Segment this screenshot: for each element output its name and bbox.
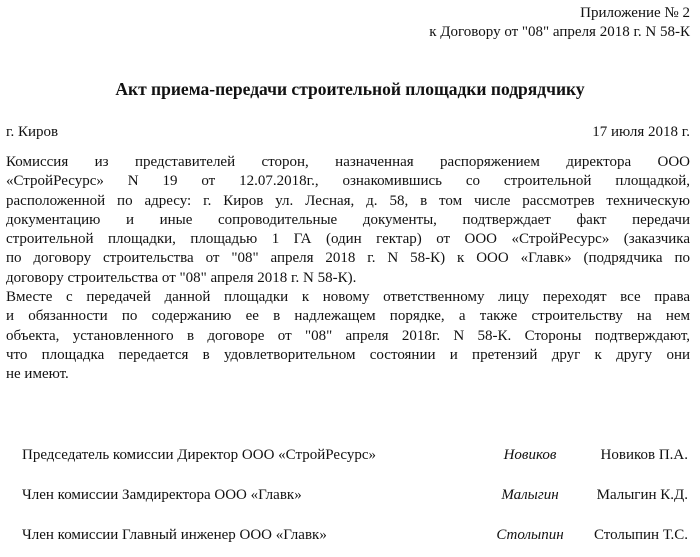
handwritten-signature: Столыпин xyxy=(496,527,564,543)
paragraph-1-line: документацию и иные сопроводительные документы, подтверждает факт передачи xyxy=(6,211,690,228)
paragraph-1-line: договору строительства от "08" апреля 2018 г. N 58-К). xyxy=(6,269,357,286)
paragraph-1-line: расположенной по адресу: г. Киров ул. Лесная, д. 58, в том числе рассмотрев техническую xyxy=(6,192,690,209)
signatory-role: Член комиссии Замдиректора ООО «Главк» xyxy=(22,487,302,503)
act-body xyxy=(6,153,690,385)
paragraph-1-line: строительной площадки, площадью 1 ГА (один гектар) от ООО «СтройРесурс» (заказчика xyxy=(6,231,690,248)
paragraph-2-line: объекта, установленного в договоре от "08" апреля 2018г. N 58-К. Стороны подтверждают, xyxy=(6,327,690,344)
paragraph-1-line: «СтройРесурс» N 19 от 12.07.2018г., ознакомившись со строительной площадкой, xyxy=(6,173,690,190)
appendix-line-2: к Договору от "08" апреля 2018 г. N 58-К xyxy=(429,24,690,40)
signature-row-member-1 xyxy=(22,486,688,505)
paragraph-2-line: и обязанности по содержанию ее в надлежащем порядке, а также строительству на нем xyxy=(6,308,690,325)
paragraph-2-line: не имеют. xyxy=(6,366,69,383)
signatory-role: Председатель комиссии Директор ООО «СтройРесурс» xyxy=(22,447,377,463)
signature-row-member-2 xyxy=(22,526,688,545)
paragraph-1-line: по договору строительства от "08" апреля 2018 г. N 58-К) к ООО «Главк» (подрядчика по xyxy=(6,250,690,267)
place: г. Киров xyxy=(6,124,59,140)
paragraph-2-line: что площадка передается в удовлетворительном состоянии и претензий друг к другу они xyxy=(6,346,690,363)
paragraph-2-line: Вместе с передачей данной площадки к новому ответственному лицу переходят все права xyxy=(6,289,690,306)
handwritten-signature: Новиков xyxy=(503,447,557,463)
appendix-line-1: Приложение № 2 xyxy=(580,5,690,21)
handwritten-signature: Малыгин xyxy=(501,487,559,503)
signature-row-chairman xyxy=(22,446,688,465)
date: 17 июля 2018 г. xyxy=(592,124,690,140)
signatory-name: Малыгин К.Д. xyxy=(596,487,688,503)
paragraph-1-line: Комиссия из представителей сторон, назначенная распоряжением директора ООО xyxy=(6,154,690,170)
signatory-name: Новиков П.А. xyxy=(600,447,688,463)
place-date-row xyxy=(6,123,690,142)
signatory-name: Столыпин Т.С. xyxy=(593,527,688,543)
document-title: Акт приема-передачи строительной площадки подрядчику xyxy=(115,79,585,99)
appendix-header xyxy=(429,4,690,42)
signatory-role: Член комиссии Главный инженер ООО «Главк» xyxy=(22,527,327,543)
